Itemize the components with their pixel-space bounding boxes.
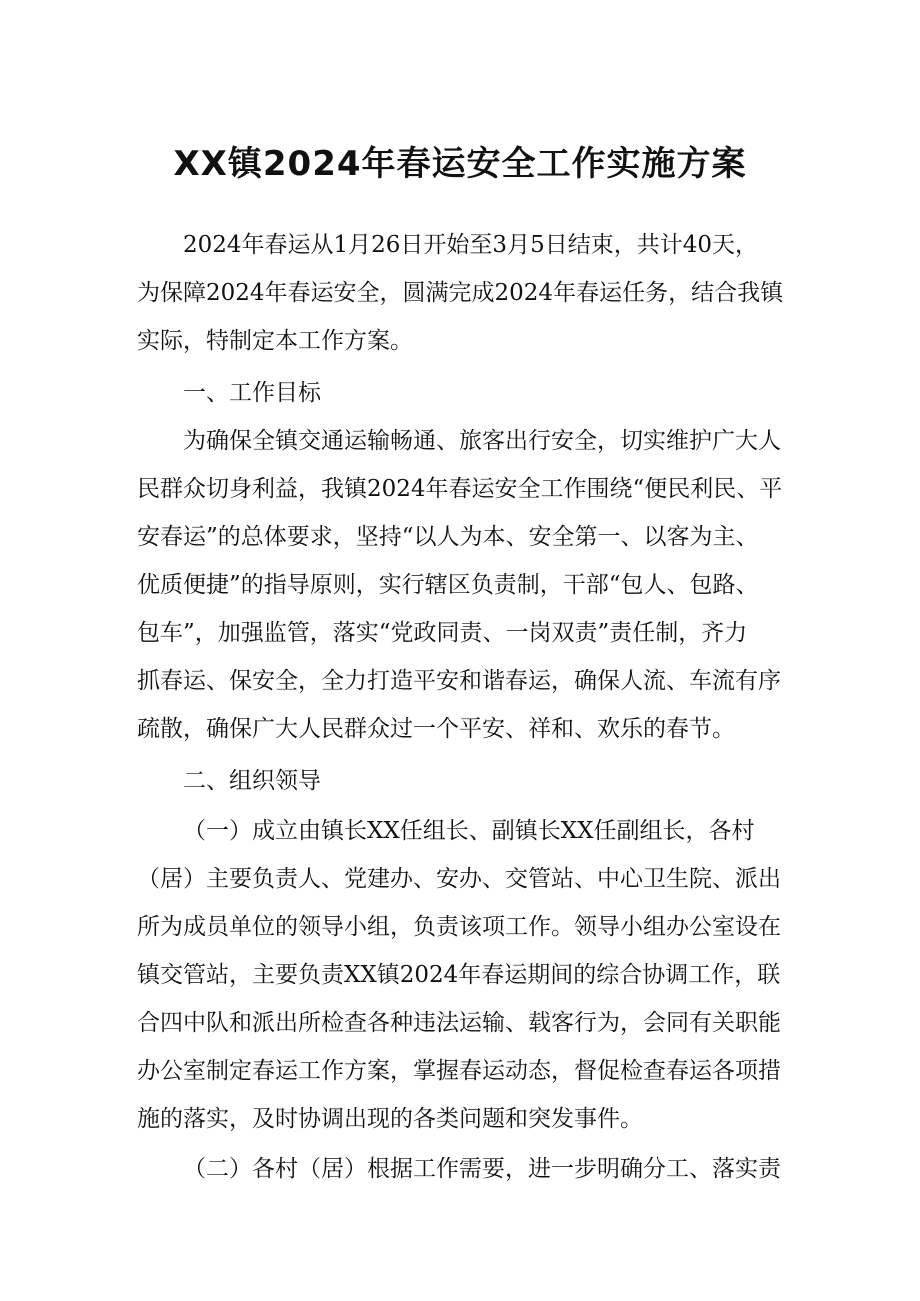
paragraph-line: 安春运”的总体要求，坚持“以人为本、安全第一、以客为主、: [137, 524, 759, 550]
paragraph-line: 优质便捷”的指导原则，实行辖区负责制，干部“包人、包路、: [137, 572, 759, 598]
paragraph-line: （居）主要负责人、党建办、安办、交管站、中心卫生院、派出: [137, 866, 781, 892]
section-heading: 一、工作目标: [183, 380, 321, 406]
paragraph-line: 镇交管站，主要负责XX镇2024年春运期间的综合协调工作，联: [137, 962, 781, 988]
paragraph-line: 为确保全镇交通运输畅通、旅客出行安全，切实维护广大人: [183, 428, 781, 454]
section-heading: 二、组织领导: [183, 768, 321, 794]
paragraph-line: 包车”，加强监管，落实“党政同责、一岗双责”责任制，齐力: [137, 620, 748, 646]
paragraph-line: （一）成立由镇长XX任组长、副镇长XX任副组长，各村: [183, 818, 755, 844]
paragraph-line: 所为成员单位的领导小组，负责该项工作。领导小组办公室设在: [137, 914, 781, 940]
paragraph-line: 施的落实，及时协调出现的各类问题和突发事件。: [137, 1106, 643, 1132]
paragraph-line: 民群众切身利益，我镇2024年春运安全工作围绕“便民利民、平: [137, 476, 783, 502]
paragraph-line: 抓春运、保安全，全力打造平安和谐春运，确保人流、车流有序: [137, 668, 781, 694]
paragraph-line: 2024年春运从1月26日开始至3月5日结束，共计40天，: [183, 232, 758, 258]
document-title: XX镇2024年春运安全工作实施方案: [173, 143, 747, 184]
paragraph-line: 办公室制定春运工作方案，掌握春运动态，督促检查春运各项措: [137, 1058, 781, 1084]
paragraph-line: 为保障2024年春运安全，圆满完成2024年春运任务，结合我镇: [137, 280, 784, 306]
paragraph-line: 疏散，确保广大人民群众过一个平安、祥和、欢乐的春节。: [137, 716, 735, 742]
paragraph-line: 实际，特制定本工作方案。: [137, 328, 413, 354]
paragraph-line: 合四中队和派出所检查各种违法运输、载客行为，会同有关职能: [137, 1010, 781, 1036]
paragraph-line: （二）各村（居）根据工作需要，进一步明确分工、落实责: [183, 1156, 781, 1182]
